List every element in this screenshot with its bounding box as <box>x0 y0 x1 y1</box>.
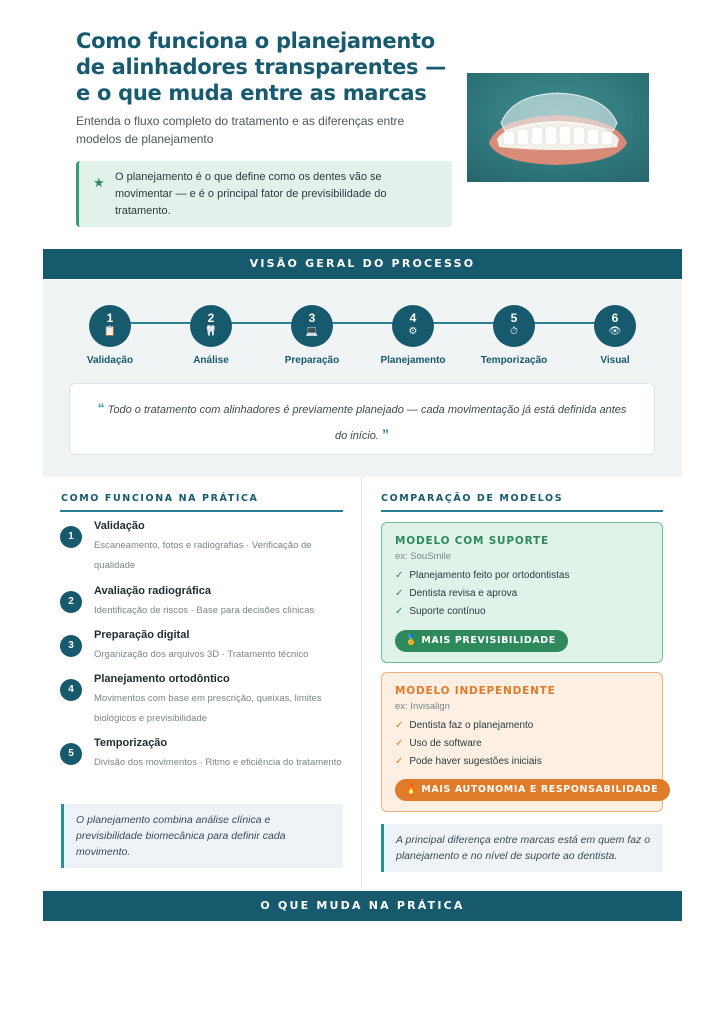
eye-icon: 👁 <box>608 326 622 337</box>
autonomy-badge: 🔥 MAIS AUTONOMIA E RESPONSABILIDADE <box>395 779 670 801</box>
tooth-icon: 🦷 <box>204 326 218 337</box>
check-icon: ✓ <box>395 570 404 581</box>
aligner-image <box>467 73 649 182</box>
check-icon: ✓ <box>395 756 404 767</box>
practice-note: O planejamento combina análise clínica e previsibilidade biomecânica para definir cada movimento. <box>61 804 343 868</box>
predictability-badge: 🏅 MAIS PREVISIBILIDADE <box>395 630 568 652</box>
check-icon: ✓ <box>395 738 404 749</box>
process-step-planejamento: 4 ⚙ Planejamento <box>368 305 458 366</box>
timer-icon: ⏱ <box>510 326 518 337</box>
process-step-temporizacao: 5 ⏱ Temporização <box>469 305 559 366</box>
medal-icon: 🏅 <box>405 635 418 646</box>
process-step-validacao: 1 📋 Validação <box>65 305 155 366</box>
gear-icon: ⚙ <box>408 326 418 337</box>
overview-quote <box>69 383 655 455</box>
check-icon: ✓ <box>395 588 404 599</box>
clipboard-icon: 📋 <box>103 326 117 337</box>
comparison-section-title: COMPARAÇÃO DE MODELOS <box>381 493 564 504</box>
check-icon: ✓ <box>395 720 404 731</box>
quote-text: Todo o tratamento com alinhadores é previamente planejado — cada movimentação já está definida antes do início. <box>107 404 627 442</box>
model-independent-card: MODELO INDEPENDENTE ex: Invisalign ✓ Dentista faz o planejamento ✓ Uso de software ✓ Pode haver sugestões iniciais 🔥 MAIS AUTONOMIA E RESPONSABILIDADE <box>381 672 663 812</box>
overview-band: VISÃO GERAL DO PROCESSO <box>43 249 682 279</box>
page-title: Como funciona o planejamento de alinhadores transparentes — e o que muda entre as marcas <box>76 29 446 105</box>
page-subtitle: Entenda o fluxo completo do tratamento e as diferenças entre modelos de planejamento <box>76 114 405 146</box>
footer-band: O QUE MUDA NA PRÁTICA <box>43 891 682 921</box>
open-quote-icon: “ <box>97 400 105 416</box>
model-supported-card: MODELO COM SUPORTE ex: SouSmile ✓ Planejamento feito por ortodontistas ✓ Dentista revisa e aprova ✓ Suporte contínuo 🏅 MAIS PREVISIBILIDADE <box>381 522 663 663</box>
check-icon: ✓ <box>395 606 404 617</box>
comparison-note: A principal diferença entre marcas está em quem faz o planejamento e no nível de suporte ao dentista. <box>381 824 663 872</box>
practice-section-title: COMO FUNCIONA NA PRÁTICA <box>61 493 259 504</box>
fire-icon: 🔥 <box>405 784 418 795</box>
close-quote-icon: ” <box>382 426 390 442</box>
comparison-rule <box>381 510 663 512</box>
callout-text: O planejamento é o que define como os dentes vão se movimentar — e é o principal fator de previsibilidade do tratamento. <box>115 171 387 217</box>
process-step-visual: 6 👁 Visual <box>570 305 660 366</box>
process-step-preparacao: 3 💻 Preparação <box>267 305 357 366</box>
star-icon: ★ <box>93 175 105 190</box>
practice-rule <box>60 510 343 512</box>
laptop-icon: 💻 <box>305 326 319 337</box>
key-callout <box>76 161 452 227</box>
column-divider <box>361 478 362 888</box>
process-step-analise: 2 🦷 Análise <box>166 305 256 366</box>
